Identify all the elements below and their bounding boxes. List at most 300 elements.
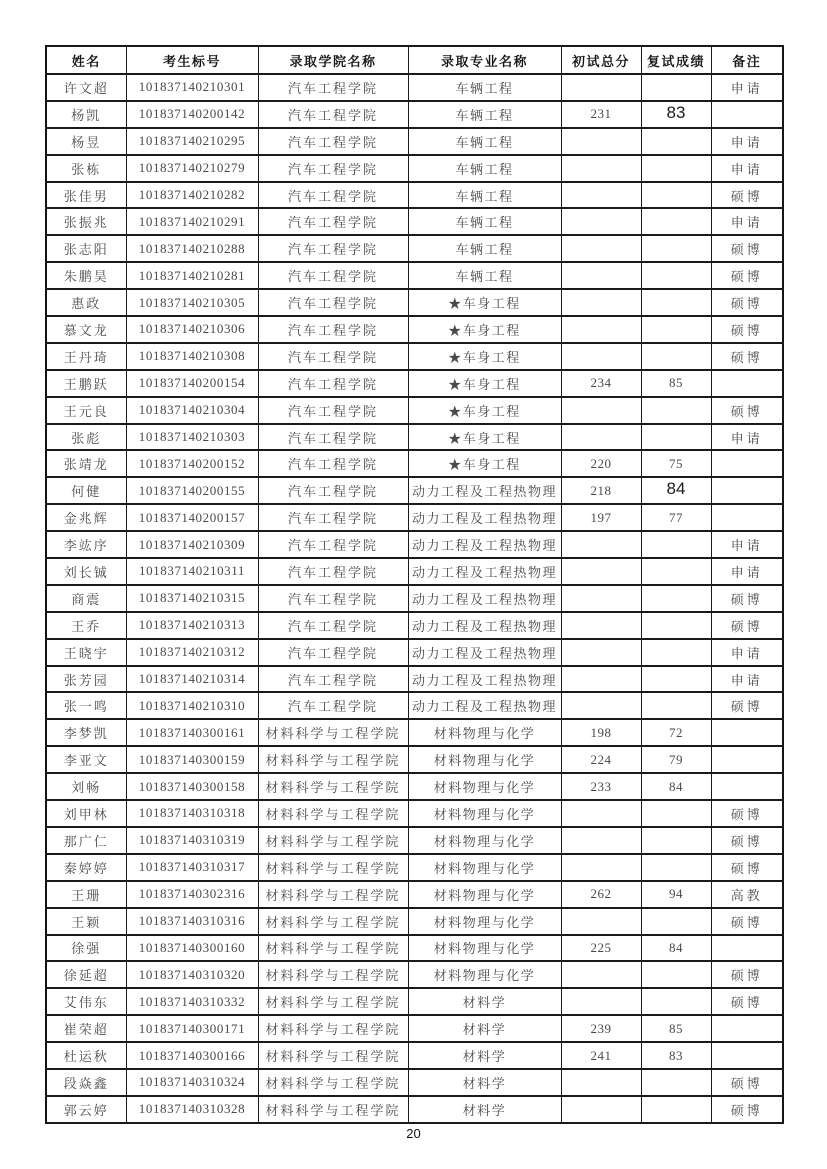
college-cell: 材料科学与工程学院 xyxy=(258,746,408,773)
table-row xyxy=(46,397,783,424)
table-row xyxy=(46,316,783,343)
retest-score-cell xyxy=(641,827,711,854)
major-cell: 材料学 xyxy=(408,988,561,1015)
note-cell: 硕博 xyxy=(711,827,783,854)
note-cell xyxy=(711,1042,783,1069)
initial-score-cell: 234 xyxy=(561,370,641,397)
candidate-id-cell: 101837140310316 xyxy=(126,908,258,935)
college-cell: 材料科学与工程学院 xyxy=(258,1015,408,1042)
college-cell: 汽车工程学院 xyxy=(258,370,408,397)
note-cell: 硕博 xyxy=(711,235,783,262)
major-cell: 动力工程及工程热物理 xyxy=(408,666,561,693)
name-cell: 张彪 xyxy=(46,424,126,451)
name-cell: 崔荣超 xyxy=(46,1015,126,1042)
candidate-id-cell: 101837140310332 xyxy=(126,988,258,1015)
note-cell: 申请 xyxy=(711,531,783,558)
name-cell: 王元良 xyxy=(46,397,126,424)
college-cell: 汽车工程学院 xyxy=(258,585,408,612)
major-cell: ★车身工程 xyxy=(408,316,561,343)
major-cell: 材料物理与化学 xyxy=(408,827,561,854)
name-cell: 张振兆 xyxy=(46,208,126,235)
initial-score-cell: 241 xyxy=(561,1042,641,1069)
major-cell: 材料物理与化学 xyxy=(408,773,561,800)
note-cell: 申请 xyxy=(711,155,783,182)
candidate-id-cell: 101837140310324 xyxy=(126,1069,258,1096)
table-row xyxy=(46,235,783,262)
initial-score-cell xyxy=(561,397,641,424)
initial-score-cell xyxy=(561,692,641,719)
college-cell: 材料科学与工程学院 xyxy=(258,1069,408,1096)
major-cell: 车辆工程 xyxy=(408,101,561,128)
page-number: 20 xyxy=(406,1126,421,1141)
initial-score-cell xyxy=(561,558,641,585)
initial-score-cell xyxy=(561,128,641,155)
college-cell: 汽车工程学院 xyxy=(258,531,408,558)
table-row xyxy=(46,101,783,128)
name-cell: 段焱鑫 xyxy=(46,1069,126,1096)
major-cell: ★车身工程 xyxy=(408,450,561,477)
name-cell: 王鹏跃 xyxy=(46,370,126,397)
major-cell: 材料物理与化学 xyxy=(408,881,561,908)
college-cell: 材料科学与工程学院 xyxy=(258,773,408,800)
retest-score-cell xyxy=(641,316,711,343)
initial-score-cell xyxy=(561,343,641,370)
initial-score-cell xyxy=(561,585,641,612)
initial-score-cell xyxy=(561,316,641,343)
table-row xyxy=(46,182,783,209)
table-row xyxy=(46,1069,783,1096)
name-cell: 张志阳 xyxy=(46,235,126,262)
initial-score-cell: 218 xyxy=(561,477,641,504)
candidate-id-cell: 101837140200157 xyxy=(126,504,258,531)
major-cell: ★车身工程 xyxy=(408,343,561,370)
retest-score-cell xyxy=(641,235,711,262)
retest-score-cell: 83 xyxy=(641,1042,711,1069)
note-cell xyxy=(711,370,783,397)
college-cell: 材料科学与工程学院 xyxy=(258,988,408,1015)
college-cell: 汽车工程学院 xyxy=(258,262,408,289)
note-cell: 硕博 xyxy=(711,692,783,719)
retest-score-cell xyxy=(641,639,711,666)
retest-score-cell xyxy=(641,854,711,881)
initial-score-cell xyxy=(561,666,641,693)
major-cell: 材料学 xyxy=(408,1069,561,1096)
college-cell: 材料科学与工程学院 xyxy=(258,800,408,827)
table-row xyxy=(46,1015,783,1042)
college-cell: 汽车工程学院 xyxy=(258,128,408,155)
table-row xyxy=(46,746,783,773)
major-cell: 材料物理与化学 xyxy=(408,854,561,881)
major-cell: ★车身工程 xyxy=(408,397,561,424)
major-cell: 车辆工程 xyxy=(408,235,561,262)
note-cell xyxy=(711,746,783,773)
candidate-id-cell: 101837140210282 xyxy=(126,182,258,209)
candidate-id-cell: 101837140210313 xyxy=(126,612,258,639)
header-cell-2: 录取学院名称 xyxy=(258,46,408,74)
candidate-id-cell: 101837140300160 xyxy=(126,935,258,962)
table-row xyxy=(46,854,783,881)
initial-score-cell: 239 xyxy=(561,1015,641,1042)
major-cell: 车辆工程 xyxy=(408,182,561,209)
table-row xyxy=(46,961,783,988)
name-cell: 徐延超 xyxy=(46,961,126,988)
candidate-id-cell: 101837140300158 xyxy=(126,773,258,800)
table-row xyxy=(46,477,783,504)
table-row xyxy=(46,531,783,558)
name-cell: 李竑序 xyxy=(46,531,126,558)
table-row xyxy=(46,208,783,235)
header-cell-1: 考生标号 xyxy=(126,46,258,74)
initial-score-cell: 198 xyxy=(561,719,641,746)
candidate-id-cell: 101837140210308 xyxy=(126,343,258,370)
major-cell: 动力工程及工程热物理 xyxy=(408,558,561,585)
major-cell: 车辆工程 xyxy=(408,208,561,235)
retest-score-cell: 84 xyxy=(641,773,711,800)
initial-score-cell: 225 xyxy=(561,935,641,962)
retest-score-cell xyxy=(641,988,711,1015)
candidate-id-cell: 101837140210295 xyxy=(126,128,258,155)
retest-score-cell xyxy=(641,531,711,558)
college-cell: 汽车工程学院 xyxy=(258,666,408,693)
note-cell xyxy=(711,719,783,746)
initial-score-cell: 224 xyxy=(561,746,641,773)
retest-score-cell xyxy=(641,262,711,289)
table-row xyxy=(46,666,783,693)
name-cell: 商震 xyxy=(46,585,126,612)
college-cell: 汽车工程学院 xyxy=(258,289,408,316)
college-cell: 汽车工程学院 xyxy=(258,343,408,370)
major-cell: 材料学 xyxy=(408,1042,561,1069)
table-row xyxy=(46,1042,783,1069)
college-cell: 汽车工程学院 xyxy=(258,235,408,262)
college-cell: 材料科学与工程学院 xyxy=(258,908,408,935)
retest-score-cell: 85 xyxy=(641,370,711,397)
initial-score-cell: 231 xyxy=(561,101,641,128)
major-cell: 材料物理与化学 xyxy=(408,935,561,962)
table-row xyxy=(46,719,783,746)
initial-score-cell: 220 xyxy=(561,450,641,477)
major-cell: 材料学 xyxy=(408,1015,561,1042)
college-cell: 汽车工程学院 xyxy=(258,316,408,343)
candidate-id-cell: 101837140210304 xyxy=(126,397,258,424)
major-cell: 动力工程及工程热物理 xyxy=(408,612,561,639)
name-cell: 秦婷婷 xyxy=(46,854,126,881)
retest-score-cell: 85 xyxy=(641,1015,711,1042)
college-cell: 汽车工程学院 xyxy=(258,639,408,666)
candidate-id-cell: 101837140302316 xyxy=(126,881,258,908)
table-row xyxy=(46,800,783,827)
header-cell-6: 备注 xyxy=(711,46,783,74)
note-cell xyxy=(711,1015,783,1042)
candidate-id-cell: 101837140210288 xyxy=(126,235,258,262)
major-cell: 动力工程及工程热物理 xyxy=(408,585,561,612)
candidate-id-cell: 101837140200142 xyxy=(126,101,258,128)
initial-score-cell xyxy=(561,908,641,935)
table-row xyxy=(46,639,783,666)
table-row xyxy=(46,343,783,370)
major-cell: 动力工程及工程热物理 xyxy=(408,477,561,504)
table-row xyxy=(46,881,783,908)
note-cell: 硕博 xyxy=(711,800,783,827)
major-cell: 车辆工程 xyxy=(408,262,561,289)
name-cell: 慕文龙 xyxy=(46,316,126,343)
initial-score-cell xyxy=(561,961,641,988)
note-cell: 硕博 xyxy=(711,961,783,988)
note-cell: 硕博 xyxy=(711,343,783,370)
initial-score-cell xyxy=(561,1069,641,1096)
table-row xyxy=(46,128,783,155)
table-row xyxy=(46,424,783,451)
retest-score-cell: 75 xyxy=(641,450,711,477)
table-row xyxy=(46,504,783,531)
name-cell: 王晓宇 xyxy=(46,639,126,666)
retest-score-cell xyxy=(641,1096,711,1123)
college-cell: 汽车工程学院 xyxy=(258,155,408,182)
candidate-id-cell: 101837140210315 xyxy=(126,585,258,612)
major-cell: ★车身工程 xyxy=(408,370,561,397)
retest-score-cell: 79 xyxy=(641,746,711,773)
initial-score-cell: 197 xyxy=(561,504,641,531)
candidate-id-cell: 101837140300161 xyxy=(126,719,258,746)
major-cell: 材料学 xyxy=(408,1096,561,1123)
candidate-id-cell: 101837140310328 xyxy=(126,1096,258,1123)
initial-score-cell xyxy=(561,612,641,639)
retest-score-cell: 84 xyxy=(641,935,711,962)
header-cell-3: 录取专业名称 xyxy=(408,46,561,74)
retest-score-cell xyxy=(641,182,711,209)
name-cell: 艾伟东 xyxy=(46,988,126,1015)
note-cell xyxy=(711,450,783,477)
name-cell: 王珊 xyxy=(46,881,126,908)
note-cell: 申请 xyxy=(711,639,783,666)
major-cell: ★车身工程 xyxy=(408,289,561,316)
major-cell: 材料物理与化学 xyxy=(408,961,561,988)
retest-score-cell: 72 xyxy=(641,719,711,746)
note-cell: 申请 xyxy=(711,666,783,693)
retest-score-cell xyxy=(641,585,711,612)
table-row xyxy=(46,370,783,397)
name-cell: 李梦凯 xyxy=(46,719,126,746)
initial-score-cell: 233 xyxy=(561,773,641,800)
name-cell: 刘甲林 xyxy=(46,800,126,827)
college-cell: 汽车工程学院 xyxy=(258,182,408,209)
retest-score-cell: 94 xyxy=(641,881,711,908)
candidate-id-cell: 101837140300171 xyxy=(126,1015,258,1042)
note-cell: 硕博 xyxy=(711,612,783,639)
table-row xyxy=(46,1096,783,1123)
college-cell: 汽车工程学院 xyxy=(258,74,408,101)
college-cell: 汽车工程学院 xyxy=(258,208,408,235)
name-cell: 王颖 xyxy=(46,908,126,935)
major-cell: 材料物理与化学 xyxy=(408,719,561,746)
candidate-id-cell: 101837140200154 xyxy=(126,370,258,397)
table-row xyxy=(46,74,783,101)
initial-score-cell xyxy=(561,639,641,666)
name-cell: 何健 xyxy=(46,477,126,504)
candidate-id-cell: 101837140210303 xyxy=(126,424,258,451)
table-row xyxy=(46,450,783,477)
table-row xyxy=(46,585,783,612)
name-cell: 张佳男 xyxy=(46,182,126,209)
name-cell: 郭云婷 xyxy=(46,1096,126,1123)
table-row xyxy=(46,558,783,585)
candidate-id-cell: 101837140210291 xyxy=(126,208,258,235)
name-cell: 杨凯 xyxy=(46,101,126,128)
table-row xyxy=(46,692,783,719)
initial-score-cell xyxy=(561,800,641,827)
college-cell: 汽车工程学院 xyxy=(258,612,408,639)
college-cell: 材料科学与工程学院 xyxy=(258,961,408,988)
college-cell: 汽车工程学院 xyxy=(258,692,408,719)
retest-score-cell xyxy=(641,908,711,935)
name-cell: 张栋 xyxy=(46,155,126,182)
candidate-id-cell: 101837140210309 xyxy=(126,531,258,558)
table-body xyxy=(46,74,783,1123)
initial-score-cell xyxy=(561,854,641,881)
name-cell: 杜运秋 xyxy=(46,1042,126,1069)
candidate-id-cell: 101837140300166 xyxy=(126,1042,258,1069)
note-cell: 硕博 xyxy=(711,1096,783,1123)
initial-score-cell xyxy=(561,262,641,289)
note-cell: 申请 xyxy=(711,208,783,235)
note-cell: 硕博 xyxy=(711,854,783,881)
table-row xyxy=(46,773,783,800)
major-cell: 材料物理与化学 xyxy=(408,908,561,935)
initial-score-cell: 262 xyxy=(561,881,641,908)
college-cell: 汽车工程学院 xyxy=(258,558,408,585)
candidate-id-cell: 101837140210306 xyxy=(126,316,258,343)
retest-score-cell xyxy=(641,666,711,693)
major-cell: 车辆工程 xyxy=(408,155,561,182)
retest-score-cell: 77 xyxy=(641,504,711,531)
candidate-id-cell: 101837140310320 xyxy=(126,961,258,988)
college-cell: 材料科学与工程学院 xyxy=(258,1096,408,1123)
candidate-id-cell: 101837140210279 xyxy=(126,155,258,182)
initial-score-cell xyxy=(561,235,641,262)
college-cell: 汽车工程学院 xyxy=(258,101,408,128)
retest-score-cell xyxy=(641,74,711,101)
table-row xyxy=(46,827,783,854)
retest-score-cell: 83 xyxy=(641,101,711,128)
retest-score-cell xyxy=(641,128,711,155)
note-cell: 硕博 xyxy=(711,182,783,209)
retest-score-cell xyxy=(641,397,711,424)
retest-score-cell: 84 xyxy=(641,477,711,504)
retest-score-cell xyxy=(641,208,711,235)
table-row xyxy=(46,612,783,639)
name-cell: 刘畅 xyxy=(46,773,126,800)
retest-score-cell xyxy=(641,692,711,719)
name-cell: 那广仁 xyxy=(46,827,126,854)
note-cell: 硕博 xyxy=(711,289,783,316)
note-cell: 硕博 xyxy=(711,1069,783,1096)
note-cell: 硕博 xyxy=(711,988,783,1015)
candidate-id-cell: 101837140210311 xyxy=(126,558,258,585)
initial-score-cell xyxy=(561,289,641,316)
retest-score-cell xyxy=(641,1069,711,1096)
candidate-id-cell: 101837140210301 xyxy=(126,74,258,101)
header-cell-4: 初试总分 xyxy=(561,46,641,74)
initial-score-cell xyxy=(561,1096,641,1123)
note-cell xyxy=(711,477,783,504)
major-cell: 动力工程及工程热物理 xyxy=(408,504,561,531)
major-cell: 车辆工程 xyxy=(408,128,561,155)
note-cell: 申请 xyxy=(711,128,783,155)
note-cell: 申请 xyxy=(711,424,783,451)
candidate-id-cell: 101837140210314 xyxy=(126,666,258,693)
note-cell xyxy=(711,504,783,531)
name-cell: 惠政 xyxy=(46,289,126,316)
note-cell: 硕博 xyxy=(711,585,783,612)
college-cell: 汽车工程学院 xyxy=(258,397,408,424)
candidate-id-cell: 101837140200152 xyxy=(126,450,258,477)
name-cell: 王丹琦 xyxy=(46,343,126,370)
table-row xyxy=(46,935,783,962)
college-cell: 材料科学与工程学院 xyxy=(258,827,408,854)
retest-score-cell xyxy=(641,424,711,451)
candidate-id-cell: 101837140300159 xyxy=(126,746,258,773)
name-cell: 刘长铖 xyxy=(46,558,126,585)
name-cell: 许文超 xyxy=(46,74,126,101)
initial-score-cell xyxy=(561,74,641,101)
table-row xyxy=(46,155,783,182)
candidate-id-cell: 101837140310319 xyxy=(126,827,258,854)
candidate-id-cell: 101837140310318 xyxy=(126,800,258,827)
college-cell: 材料科学与工程学院 xyxy=(258,854,408,881)
note-cell: 硕博 xyxy=(711,262,783,289)
name-cell: 杨昱 xyxy=(46,128,126,155)
retest-score-cell xyxy=(641,155,711,182)
table-row xyxy=(46,908,783,935)
candidate-id-cell: 101837140210305 xyxy=(126,289,258,316)
major-cell: 动力工程及工程热物理 xyxy=(408,692,561,719)
initial-score-cell xyxy=(561,988,641,1015)
college-cell: 汽车工程学院 xyxy=(258,477,408,504)
name-cell: 金兆辉 xyxy=(46,504,126,531)
candidate-id-cell: 101837140310317 xyxy=(126,854,258,881)
retest-score-cell xyxy=(641,961,711,988)
initial-score-cell xyxy=(561,531,641,558)
name-cell: 朱鹏昊 xyxy=(46,262,126,289)
college-cell: 汽车工程学院 xyxy=(258,504,408,531)
header-cell-5: 复试成绩 xyxy=(641,46,711,74)
name-cell: 张一鸣 xyxy=(46,692,126,719)
college-cell: 材料科学与工程学院 xyxy=(258,935,408,962)
major-cell: 材料物理与化学 xyxy=(408,800,561,827)
retest-score-cell xyxy=(641,612,711,639)
initial-score-cell xyxy=(561,155,641,182)
name-cell: 张靖龙 xyxy=(46,450,126,477)
admission-table xyxy=(45,45,784,1124)
initial-score-cell xyxy=(561,182,641,209)
header-row xyxy=(46,46,783,74)
candidate-id-cell: 101837140200155 xyxy=(126,477,258,504)
college-cell: 材料科学与工程学院 xyxy=(258,719,408,746)
candidate-id-cell: 101837140210281 xyxy=(126,262,258,289)
major-cell: 材料物理与化学 xyxy=(408,746,561,773)
name-cell: 徐强 xyxy=(46,935,126,962)
retest-score-cell xyxy=(641,800,711,827)
note-cell: 硕博 xyxy=(711,397,783,424)
college-cell: 汽车工程学院 xyxy=(258,450,408,477)
note-cell: 申请 xyxy=(711,74,783,101)
note-cell xyxy=(711,935,783,962)
initial-score-cell xyxy=(561,208,641,235)
candidate-id-cell: 101837140210312 xyxy=(126,639,258,666)
note-cell xyxy=(711,773,783,800)
retest-score-cell xyxy=(641,343,711,370)
major-cell: ★车身工程 xyxy=(408,424,561,451)
